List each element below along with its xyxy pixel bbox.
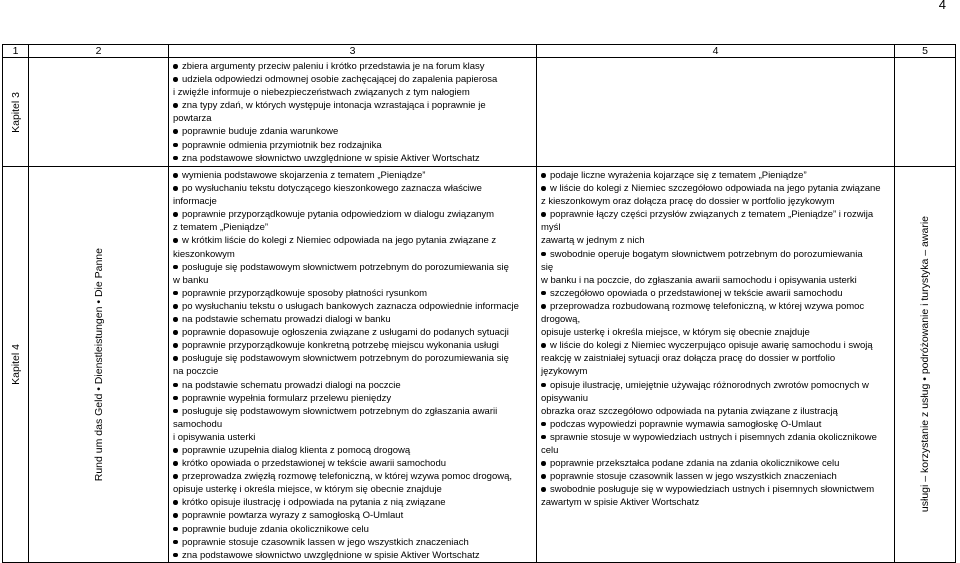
bullet-item: na podstawie schematu prowadzi dialogi na poczcie [169, 379, 536, 392]
header-col-2: 2 [29, 45, 169, 58]
bullet-item: poprawnie odmienia przymiotnik bez rodzajnika [169, 139, 536, 152]
bullet-item: na podstawie schematu prowadzi dialogi w banku [169, 313, 536, 326]
bullet-item: poprawnie buduje zdania warunkowe [169, 125, 536, 138]
header-col-1: 1 [3, 45, 29, 58]
page-number: 4 [938, 0, 946, 12]
continuation-line: opisuje usterkę i określa miejsce, w którym się obecnie znajduje [541, 327, 810, 339]
bullet-item: poprawnie stosuje czasownik lassen w jego wszystkich znaczeniach [537, 470, 894, 483]
continuation-line: samochodu [173, 418, 223, 430]
skills-extended-list [537, 167, 894, 509]
bullet-item: poprawnie przyporządkowuje konkretną potrzebę miejscu wykonania usługi [169, 339, 536, 352]
chapter-cell [3, 167, 29, 563]
header-col-5: 5 [895, 45, 956, 58]
bullet-item: przeprowadza rozbudowaną rozmowę telefoniczną, w której wzywa pomoc [537, 300, 894, 313]
continuation-line: się [541, 261, 554, 273]
topics-cell [895, 58, 956, 167]
bullet-item: w liście do kolegi z Niemiec wyczerpująco opisuje awarię samochodu i swoją [537, 339, 894, 352]
bullet-item: poprawnie przekształca podane zdania na zdania okolicznikowe celu [537, 457, 894, 470]
continuation-line: opisuje usterkę i określa miejsce, w którym się obecnie znajduje [173, 484, 442, 496]
header-col-4: 4 [537, 45, 895, 58]
continuation-line: i zwięźle informuje o niebezpieczeństwach związanych z tym nałogiem [173, 87, 470, 99]
bullet-item: poprawnie buduje zdania okolicznikowe celu [169, 523, 536, 536]
continuation-line: w banku i na poczcie, do zgłaszania awarii samochodu i opisywania usterki [541, 274, 857, 286]
continuation-line: myśl [541, 222, 561, 234]
skills-extended-cell [537, 58, 895, 167]
topics-label: usługi – korzystanie z usług • podróżowanie i turystyka – awarie [919, 216, 931, 513]
bullet-item: zna podstawowe słownictwo uwzględnione w spisie Aktiver Wortschatz [169, 152, 536, 165]
continuation-line: w banku [173, 274, 209, 286]
chapter-label: Kapitel 4 [9, 344, 22, 385]
table-row-kapitel-4 [3, 167, 956, 563]
chapter-cell [3, 58, 29, 167]
bullet-item: poprawnie powtarza wyrazy z samogłoską O-Umlaut [169, 509, 536, 522]
topics-cell [895, 167, 956, 563]
bullet-item: poprawnie wypełnia formularz przelewu pieniędzy [169, 392, 536, 405]
bullet-item: zbiera argumenty przeciw paleniu i krótko przedstawia je na forum klasy [169, 60, 536, 73]
theme-cell [29, 58, 169, 167]
continuation-line: zawartym w spisie Aktiver Wortschatz [541, 497, 700, 509]
bullet-item: krótko opisuje ilustrację i odpowiada na pytania z nią związane [169, 496, 536, 509]
bullet-item: poprawnie łączy części przysłów związanych z tematem „Pieniądze” i rozwija [537, 208, 894, 221]
continuation-line: informacje [173, 196, 217, 208]
bullet-item: po wysłuchaniu tekstu o usługach bankowych zaznacza odpowiednie informacje [169, 300, 536, 313]
skills-extended-cell [537, 167, 895, 563]
bullet-item: po wysłuchaniu tekstu dotyczącego kieszonkowego zaznacza właściwe [169, 182, 536, 195]
theme-cell [29, 167, 169, 563]
continuation-line: celu [541, 444, 559, 456]
header-row [3, 45, 956, 58]
bullet-item: wymienia podstawowe skojarzenia z tematem „Pieniądze” [169, 169, 536, 182]
continuation-line: na poczcie [173, 366, 219, 378]
continuation-line: i opisywania usterki [173, 431, 256, 443]
curriculum-table [2, 44, 956, 563]
bullet-item: poprawnie uzupełnia dialog klienta z pomocą drogową [169, 444, 536, 457]
bullet-item: poprawnie stosuje czasownik lassen w jego wszystkich znaczeniach [169, 536, 536, 549]
continuation-line: reakcję w zaistniałej sytuacji oraz dołącza pracę do dossier w portfolio [541, 353, 836, 365]
bullet-item: krótko opowiada o przedstawionej w tekście awarii samochodu [169, 457, 536, 470]
header-col-3: 3 [169, 45, 537, 58]
continuation-line: obrazka oraz szczegółowo odpowiada na pytania związane z ilustracją [541, 405, 838, 417]
theme-label: Rund um das Geld • Dienstleistungen • Die Panne [92, 247, 105, 482]
continuation-line: językowym [541, 366, 588, 378]
bullet-item: podczas wypowiedzi poprawnie wymawia samogłoskę O-Umlaut [537, 418, 894, 431]
bullet-item: swobodnie operuje bogatym słownictwem potrzebnym do porozumiewania [537, 248, 894, 261]
skills-basic-list [169, 167, 536, 562]
bullet-item: posługuje się podstawowym słownictwem potrzebnym do porozumiewania się [169, 352, 536, 365]
skills-basic-cell [169, 58, 537, 167]
bullet-item: w krótkim liście do kolegi z Niemiec odpowiada na jego pytania związane z [169, 234, 536, 247]
bullet-item: posługuje się podstawowym słownictwem potrzebnym do porozumiewania się [169, 261, 536, 274]
chapter-label: Kapitel 3 [9, 91, 22, 133]
bullet-item: zna typy zdań, w których występuje intonacja wzrastająca i poprawnie je [169, 99, 536, 112]
bullet-item: w liście do kolegi z Niemiec szczegółowo odpowiada na jego pytania związane [537, 182, 894, 195]
continuation-line: opisywaniu [541, 392, 588, 404]
bullet-item: posługuje się podstawowym słownictwem potrzebnym do zgłaszania awarii [169, 405, 536, 418]
continuation-line: kieszonkowym [173, 248, 235, 260]
bullet-item: poprawnie przyporządkowuje pytania odpowiedziom w dialogu związanym [169, 208, 536, 221]
continuation-line: zawartą w jednym z nich [541, 235, 645, 247]
continuation-line: powtarza [173, 113, 212, 125]
bullet-item: szczegółowo opowiada o przedstawionej w tekście awarii samochodu [537, 287, 894, 300]
continuation-line: drogową, [541, 314, 581, 326]
bullet-item: sprawnie stosuje w wypowiedziach ustnych i pisemnych zdania okolicznikowe [537, 431, 894, 444]
skills-extended-list [537, 58, 894, 60]
table-row-kapitel-3 [3, 58, 956, 167]
bullet-item: poprawnie przyporządkowuje sposoby płatności rysunkom [169, 287, 536, 300]
bullet-item: przeprowadza zwięzłą rozmowę telefoniczną, w której wzywa pomoc drogową, [169, 470, 536, 483]
bullet-item: podaje liczne wyrażenia kojarzące się z tematem „Pieniądze” [537, 169, 894, 182]
bullet-item: zna podstawowe słownictwo uwzględnione w spisie Aktiver Wortschatz [169, 549, 536, 562]
bullet-item: udziela odpowiedzi odmownej osobie zachęcającej do zapalenia papierosa [169, 73, 536, 86]
bullet-item: opisuje ilustrację, umiejętnie używając różnorodnych zwrotów pomocnych w [537, 379, 894, 392]
skills-basic-list [169, 58, 536, 165]
skills-basic-cell [169, 167, 537, 563]
continuation-line: z tematem „Pieniądze” [173, 222, 269, 234]
bullet-item: poprawnie dopasowuje ogłoszenia związane z usługami do podanych sytuacji [169, 326, 536, 339]
bullet-item: swobodnie posługuje się w wypowiedziach ustnych i pisemnych słownictwem [537, 483, 894, 496]
continuation-line: z kieszonkowym oraz dołącza pracę do dossier w portfolio językowym [541, 196, 835, 208]
